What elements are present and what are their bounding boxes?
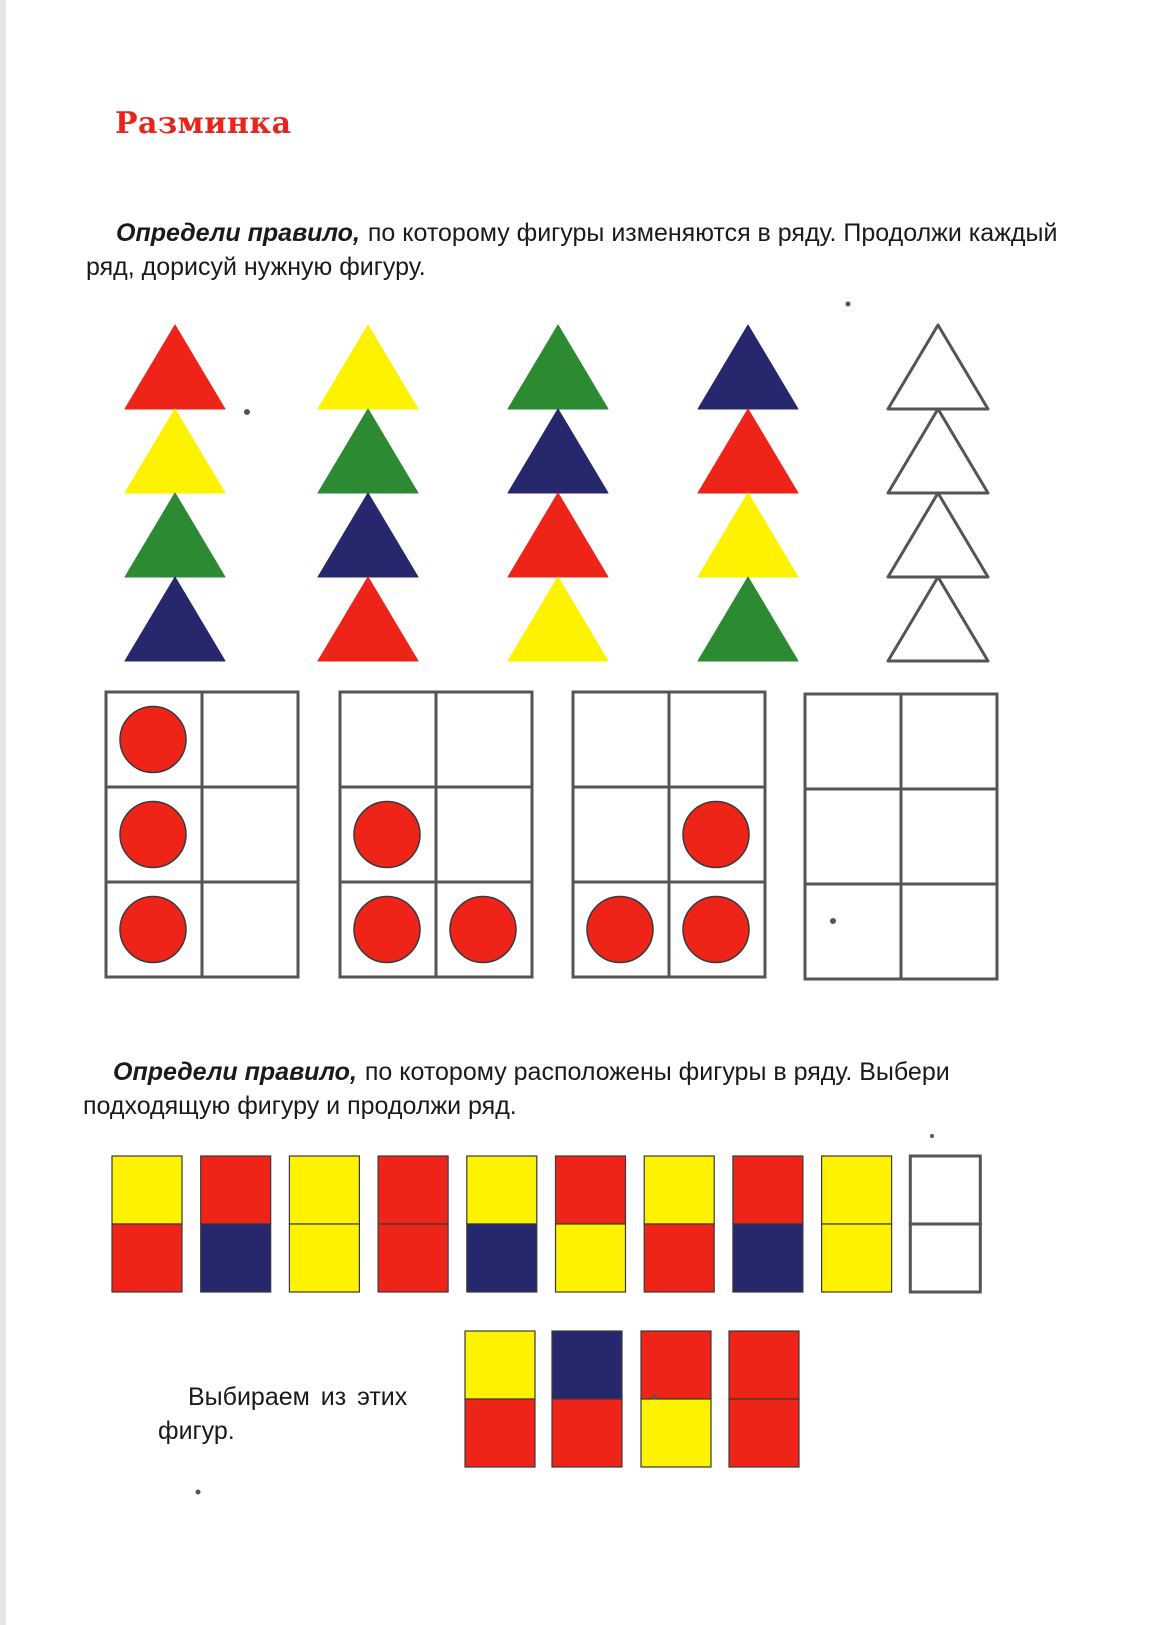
page-title: Разминка bbox=[115, 106, 292, 141]
grid-cell bbox=[202, 882, 298, 977]
domino bbox=[201, 1156, 271, 1292]
choose-label: Выбираем из этих фигур. bbox=[158, 1383, 408, 1445]
domino-half bbox=[465, 1399, 535, 1467]
domino-half bbox=[552, 1399, 622, 1467]
triangle-column bbox=[888, 325, 988, 661]
empty-triangle bbox=[888, 493, 988, 577]
empty-half bbox=[910, 1224, 980, 1292]
grid-cell bbox=[573, 787, 669, 882]
red-circle bbox=[120, 897, 186, 963]
task-2-bold: Определи правило, bbox=[113, 1058, 357, 1086]
option-domino bbox=[465, 1331, 535, 1467]
domino-half bbox=[378, 1156, 448, 1224]
triangle bbox=[318, 493, 418, 577]
domino bbox=[289, 1156, 359, 1292]
domino-half bbox=[112, 1156, 182, 1224]
domino bbox=[467, 1156, 537, 1292]
domino-half bbox=[733, 1156, 803, 1224]
grid-cell bbox=[805, 884, 901, 979]
triangle-column bbox=[125, 325, 225, 661]
option-domino bbox=[641, 1331, 711, 1467]
domino-half bbox=[644, 1156, 714, 1224]
domino bbox=[556, 1156, 626, 1292]
red-circle bbox=[683, 897, 749, 963]
triangle bbox=[125, 325, 225, 409]
red-circle bbox=[120, 707, 186, 773]
triangle bbox=[318, 577, 418, 661]
option-domino bbox=[552, 1331, 622, 1467]
red-circle bbox=[354, 897, 420, 963]
red-circle bbox=[354, 802, 420, 868]
triangle bbox=[698, 325, 798, 409]
empty-triangle bbox=[888, 577, 988, 661]
empty-triangle bbox=[888, 325, 988, 409]
grid-cell bbox=[901, 884, 997, 979]
triangle bbox=[318, 409, 418, 493]
grid-cell bbox=[202, 692, 298, 787]
domino-half bbox=[289, 1224, 359, 1292]
empty-domino bbox=[910, 1156, 980, 1292]
task-2-instruction bbox=[83, 1055, 1073, 1123]
triangle-column bbox=[508, 325, 608, 661]
red-circle bbox=[587, 897, 653, 963]
red-circle bbox=[683, 802, 749, 868]
task-1-text: по которому фигуры изменяются в ряду. Продолжи каждый ряд, дорисуй нужную фигуру. bbox=[86, 219, 1058, 281]
triangle bbox=[698, 577, 798, 661]
circle-grids bbox=[106, 692, 997, 979]
triangle bbox=[698, 493, 798, 577]
domino-half bbox=[378, 1224, 448, 1292]
triangle bbox=[508, 493, 608, 577]
triangle-column bbox=[698, 325, 798, 661]
circle-grid bbox=[805, 694, 997, 979]
task-1-bold: Определи правило, bbox=[116, 219, 360, 247]
grid-cell bbox=[436, 692, 532, 787]
empty-half bbox=[910, 1156, 980, 1224]
grid-cell bbox=[340, 692, 436, 787]
domino-half bbox=[201, 1224, 271, 1292]
domino-sequence bbox=[112, 1156, 980, 1292]
circle-grid bbox=[340, 692, 532, 977]
grid-cell bbox=[202, 787, 298, 882]
speck bbox=[653, 1395, 658, 1400]
triangle-columns bbox=[125, 325, 988, 661]
domino bbox=[644, 1156, 714, 1292]
triangle bbox=[698, 409, 798, 493]
grid-cell bbox=[573, 692, 669, 787]
speck bbox=[244, 409, 250, 415]
domino bbox=[822, 1156, 892, 1292]
domino-half bbox=[556, 1156, 626, 1224]
triangle bbox=[508, 325, 608, 409]
triangle bbox=[508, 577, 608, 661]
domino-half bbox=[822, 1156, 892, 1224]
grid-cell bbox=[436, 787, 532, 882]
grid-cell bbox=[669, 692, 765, 787]
domino-half bbox=[467, 1224, 537, 1292]
triangle bbox=[508, 409, 608, 493]
domino-half bbox=[112, 1224, 182, 1292]
domino-half bbox=[729, 1399, 799, 1467]
task-2-text: по которому расположены фигуры в ряду. Выбери подходящую фигуру и продолжи ряд. bbox=[83, 1058, 950, 1120]
domino-half bbox=[201, 1156, 271, 1224]
triangle-column bbox=[318, 325, 418, 661]
circle-grid bbox=[106, 692, 298, 977]
circle-grid bbox=[573, 692, 765, 977]
domino-half bbox=[552, 1331, 622, 1399]
domino-options bbox=[465, 1331, 799, 1467]
triangle bbox=[125, 577, 225, 661]
grid-cell bbox=[805, 694, 901, 789]
grid-cell bbox=[901, 694, 997, 789]
speck bbox=[930, 1134, 934, 1138]
domino-half bbox=[556, 1224, 626, 1292]
domino-half bbox=[289, 1156, 359, 1224]
grid-cell bbox=[901, 789, 997, 884]
speck bbox=[196, 1490, 201, 1495]
domino bbox=[112, 1156, 182, 1292]
triangle bbox=[125, 493, 225, 577]
red-circle bbox=[120, 802, 186, 868]
domino-half bbox=[822, 1224, 892, 1292]
red-circle bbox=[450, 897, 516, 963]
domino bbox=[733, 1156, 803, 1292]
speck bbox=[846, 302, 851, 307]
domino-half bbox=[467, 1156, 537, 1224]
speck bbox=[830, 918, 836, 924]
domino-half bbox=[641, 1331, 711, 1399]
triangle bbox=[318, 325, 418, 409]
empty-triangle bbox=[888, 409, 988, 493]
domino-half bbox=[641, 1399, 711, 1467]
domino-half bbox=[733, 1224, 803, 1292]
domino bbox=[378, 1156, 448, 1292]
domino-half bbox=[729, 1331, 799, 1399]
option-domino bbox=[729, 1331, 799, 1467]
triangle bbox=[125, 409, 225, 493]
domino-half bbox=[465, 1331, 535, 1399]
domino-half bbox=[644, 1224, 714, 1292]
grid-cell bbox=[805, 789, 901, 884]
